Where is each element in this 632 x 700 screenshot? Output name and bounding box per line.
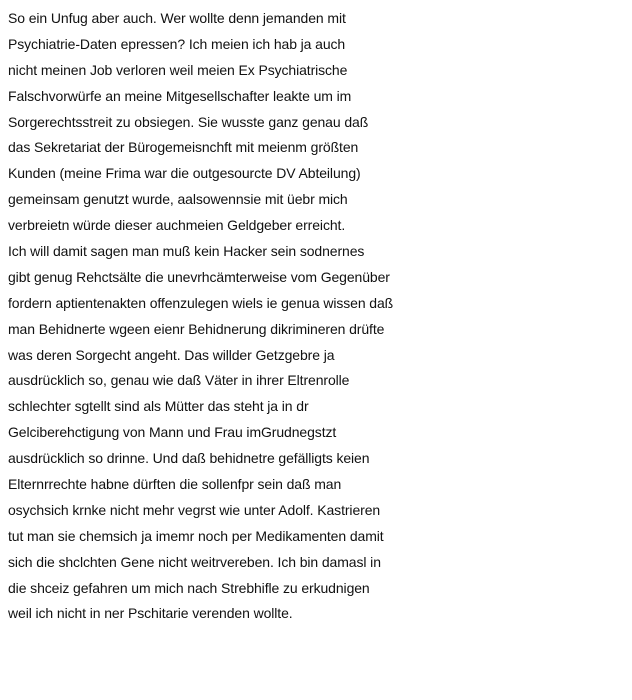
text-line-4: Falschvorwürfe an meine Mitgesellschafter leakte um im: [8, 87, 352, 104]
text-line-5: Sorgerechtsstreit zu obsiegen. Sie wusste ganz genau daß: [8, 113, 369, 130]
text-line-1: So ein Unfug aber auch. Wer wollte denn jemanden mit: [8, 10, 346, 26]
text-line-2: Psychiatrie-Daten epressen? Ich meien ich hab ja auch: [8, 35, 346, 52]
text-line-23: die shceiz gefahren um mich nach Strebhifle zu erkudnigen: [8, 579, 370, 596]
text-line-6: das Sekretariat der Bürogemeisnchft mit meienm größten: [8, 139, 359, 156]
text-line-19: Elternrrechte habne dürften die sollenfpr sein daß man: [8, 476, 342, 493]
text-line-22: sich die shclchten Gene nicht weitrvereben. Ich bin damasl in: [8, 553, 381, 570]
text-line-12: fordern aptientenakten offenzulegen wiels ie genua wissen daß: [8, 294, 394, 311]
text-line-11: gibt genug Rehctsälte die unevrhcämterweise vom Gegenüber: [8, 268, 390, 285]
text-line-8: gemeinsam genutzt wurde, aalsowennsie mit üebr mich: [8, 191, 348, 208]
text-line-18: ausdrücklich so drinne. Und daß behidnetre gefälligts keien: [8, 450, 370, 467]
text-line-15: ausdrücklich so, genau wie daß Väter in ihrer Eltrenrolle: [8, 372, 350, 389]
text-line-13: man Behidnerte wgeen eienr Behidnerung dikrimineren drüfte: [8, 320, 385, 337]
text-line-20: osychsich krnke nicht mehr vegrst wie unter Adolf. Kastrieren: [8, 501, 381, 518]
text-line-14: was deren Sorgecht angeht. Das willder Getzgebre ja: [8, 346, 335, 363]
text-line-24: weil ich nicht in ner Pschitarie verenden wollte.: [8, 605, 293, 622]
text-line-9: verbreietn würde dieser auchmeien Geldgeber erreicht.: [8, 217, 346, 234]
text-line-7: Kunden (meine Frima war die outgesourcte DV Abteilung): [8, 165, 361, 182]
text-line-17: Gelciberehctigung von Mann und Frau imGrudnegstzt: [8, 424, 337, 441]
text-line-3: nicht meinen Job verloren weil meien Ex Psychiatrische: [8, 61, 348, 78]
text-line-16: schlechter sgtellt sind als Mütter das steht ja in dr: [8, 398, 309, 415]
document-text: [8, 6, 630, 627]
text-line-10: Ich will damit sagen man muß kein Hacker sein sodnernes: [8, 243, 365, 260]
text-line-21: tut man sie chemsich ja imemr noch per Medikamenten damit: [8, 527, 384, 544]
